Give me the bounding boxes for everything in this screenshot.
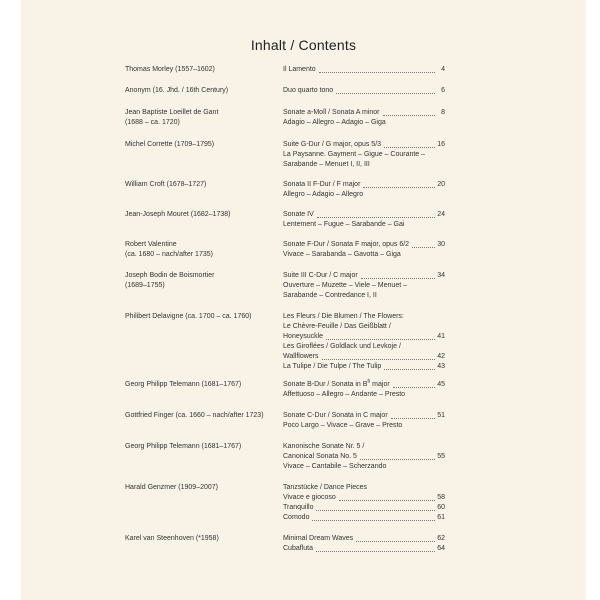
work-title: Cubafluta <box>283 545 313 552</box>
work-list <box>283 180 445 200</box>
composer-line: Gottfried Finger (ca. 1660 – nach/after 1723) <box>125 412 264 419</box>
dot-leader <box>384 146 435 148</box>
work-line <box>283 493 445 503</box>
work-line <box>283 240 445 250</box>
work-line <box>283 322 445 332</box>
work-title: Sonate B-Dur / Sonata in $B^b$ major <box>283 378 390 388</box>
work-line <box>283 390 445 400</box>
page-number: 30 <box>437 241 445 248</box>
composer-line: (1689–1755) <box>125 282 165 289</box>
work-title: Minimal Dream Waves <box>283 535 354 542</box>
dot-leader <box>336 92 435 94</box>
work-list <box>283 65 445 75</box>
composer-name <box>125 180 285 190</box>
work-title: Affettuoso – Allegro – Andante – Presto <box>283 391 406 398</box>
work-list <box>283 86 445 96</box>
page-number: 8 <box>441 109 445 116</box>
page-number: 64 <box>437 545 445 552</box>
work-title: Les Fleurs / Die Blumen / The Flowers: <box>283 313 404 320</box>
composer-line: Georg Philipp Telemann (1681–1767) <box>125 443 242 450</box>
work-title: Sonate F-Dur / Sonata F major, opus 6/2 <box>283 241 410 248</box>
work-line <box>283 220 445 230</box>
dot-leader <box>317 216 435 218</box>
work-line <box>283 108 445 118</box>
work-title: Adagio – Allegro – Adagio – Giga <box>283 119 386 126</box>
composer-line: Harald Genzmer (1909–2007) <box>125 484 218 491</box>
work-title: Duo quarto tono <box>283 87 334 94</box>
work-title: Tranquillo <box>283 504 314 511</box>
composer-line: Jean Baptiste Loeillet de Gant <box>125 109 219 116</box>
composer-name <box>125 140 285 150</box>
work-line <box>283 513 445 523</box>
composer-line: Robert Valentine <box>125 241 177 248</box>
page-number: 43 <box>437 363 445 370</box>
dot-leader <box>412 246 435 248</box>
work-line <box>283 140 445 150</box>
composer-line: Joseph Bodin de Boismortier <box>125 272 215 279</box>
work-line <box>283 411 445 421</box>
work-list <box>283 271 445 301</box>
work-title: Comodo <box>283 514 310 521</box>
page-number: 41 <box>437 333 445 340</box>
work-title: Tanzstücke / Dance Pieces <box>283 484 368 491</box>
work-line <box>283 421 445 431</box>
page-number: 45 <box>437 381 445 388</box>
page-number: 62 <box>437 535 445 542</box>
work-title: La Paysanne. Gayment – Gigue – Courante – <box>283 151 426 158</box>
composer-name <box>125 271 285 291</box>
composer-name <box>125 442 285 452</box>
work-line <box>283 534 445 544</box>
work-line <box>283 118 445 128</box>
work-line <box>283 86 445 96</box>
work-line <box>283 160 445 170</box>
work-list <box>283 411 445 431</box>
work-title: Allegro – Adagio – Allegro <box>283 191 364 198</box>
work-title: Il Lamento <box>283 66 316 73</box>
work-line <box>283 271 445 281</box>
work-list <box>283 210 445 230</box>
work-list <box>283 442 445 472</box>
dot-leader <box>360 458 435 460</box>
work-line <box>283 342 445 352</box>
dot-leader <box>319 71 435 73</box>
work-title: Le Chèvre-Feuille / Das Geißblatt / <box>283 323 391 330</box>
dot-leader <box>361 277 435 279</box>
page-number: 42 <box>437 353 445 360</box>
composer-line: Jean-Joseph Mouret (1682–1738) <box>125 211 231 218</box>
work-line <box>283 65 445 75</box>
work-line <box>283 332 445 342</box>
work-title: Honeysuckle <box>283 333 324 340</box>
composer-line: Philibert Delavigne (ca. 1700 – ca. 1760) <box>125 313 252 320</box>
composer-name <box>125 108 285 128</box>
work-line <box>283 250 445 260</box>
composer-name <box>125 534 285 544</box>
dot-leader <box>391 417 435 419</box>
page-number: 61 <box>437 514 445 521</box>
work-title: Wallflowers <box>283 353 319 360</box>
page-number: 55 <box>437 453 445 460</box>
work-title: Poco Largo – Vivace – Grave – Presto <box>283 422 403 429</box>
page-number: 16 <box>437 141 445 148</box>
dot-leader <box>322 358 435 360</box>
composer-name <box>125 86 285 96</box>
page-number: 4 <box>441 66 445 73</box>
work-line <box>283 503 445 513</box>
work-line <box>283 180 445 190</box>
composer-line: Georg Philipp Telemann (1681–1767) <box>125 381 242 388</box>
work-title: Lentement – Fugue – Sarabande – Gai <box>283 221 405 228</box>
work-title: Sonate IV <box>283 211 314 218</box>
work-title: Kanonische Sonate Nr. 5 / <box>283 443 365 450</box>
dot-leader <box>326 338 435 340</box>
work-list <box>283 108 445 128</box>
work-title: Vivace – Cantabile – Scherzando <box>283 463 387 470</box>
work-line <box>283 362 445 372</box>
work-title: Vivace – Sarabanda – Gavotta – Giga <box>283 251 401 258</box>
dot-leader <box>339 499 435 501</box>
composer-name <box>125 380 285 390</box>
work-list <box>283 140 445 170</box>
page-number: 24 <box>437 211 445 218</box>
work-title: Sarabande – Menuet I, II, III <box>283 161 370 168</box>
dot-leader <box>316 509 435 511</box>
work-list <box>283 240 445 260</box>
work-line <box>283 483 445 493</box>
work-title: Suite III C-Dur / C major <box>283 272 358 279</box>
page-number: 6 <box>441 87 445 94</box>
work-list <box>283 380 445 400</box>
work-title: Sarabande – Contredance I, II <box>283 292 377 299</box>
composer-line: William Croft (1678–1727) <box>125 181 207 188</box>
page-number: 20 <box>437 181 445 188</box>
work-line <box>283 442 445 452</box>
dot-leader <box>316 550 435 552</box>
dot-leader <box>384 368 435 370</box>
work-line <box>283 291 445 301</box>
dot-leader <box>356 540 435 542</box>
composer-name <box>125 411 285 421</box>
work-line <box>283 462 445 472</box>
dot-leader <box>312 519 435 521</box>
composer-name <box>125 240 285 260</box>
composer-line: Michel Corrette (1709–1795) <box>125 141 215 148</box>
work-title: Ouverture – Muzette – Viele – Menuet – <box>283 282 407 289</box>
work-line <box>283 452 445 462</box>
work-title: Sonate C-Dur / Sonata in C major <box>283 412 388 419</box>
dot-leader <box>363 186 435 188</box>
composer-name <box>125 483 285 493</box>
work-title: Sonate a-Moll / Sonata A minor <box>283 109 380 116</box>
work-title: Sonata II F-Dur / F major <box>283 181 361 188</box>
work-list <box>283 312 445 372</box>
work-line <box>283 150 445 160</box>
work-title: Vivace e giocoso <box>283 494 336 501</box>
composer-line: (ca. 1680 – nach/after 1735) <box>125 251 213 258</box>
work-title: La Tulipe / Die Tulpe / The Tulip <box>283 363 382 370</box>
work-title: Suite G-Dur / G major, opus 5/3 <box>283 141 382 148</box>
dot-leader <box>393 386 435 388</box>
contents-page <box>21 0 586 600</box>
composer-name <box>125 65 285 75</box>
page-title: Inhalt / Contents <box>250 37 357 53</box>
composer-line: Thomas Morley (1557–1602) <box>125 66 215 73</box>
dot-leader <box>383 114 436 116</box>
work-list <box>283 483 445 523</box>
work-title: Les Giroflées / Goldlack und Levkoje / <box>283 343 401 350</box>
work-line <box>283 352 445 362</box>
composer-name <box>125 210 285 220</box>
page-number: 60 <box>437 504 445 511</box>
work-line <box>283 281 445 291</box>
work-line <box>283 210 445 220</box>
work-line <box>283 544 445 554</box>
work-title: Canonical Sonata No. 5 <box>283 453 357 460</box>
page-number: 58 <box>437 494 445 501</box>
composer-line: Karel van Steenhoven (*1958) <box>125 535 219 542</box>
composer-line: Anonym (16. Jhd. / 16th Century) <box>125 87 229 94</box>
composer-name <box>125 312 285 322</box>
page-number: 34 <box>437 272 445 279</box>
page-number: 51 <box>437 412 445 419</box>
work-line <box>283 190 445 200</box>
work-list <box>283 534 445 554</box>
contents-list <box>21 0 586 600</box>
work-line <box>283 380 445 390</box>
work-line <box>283 312 445 322</box>
composer-line: (1688 – ca. 1720) <box>125 119 180 126</box>
